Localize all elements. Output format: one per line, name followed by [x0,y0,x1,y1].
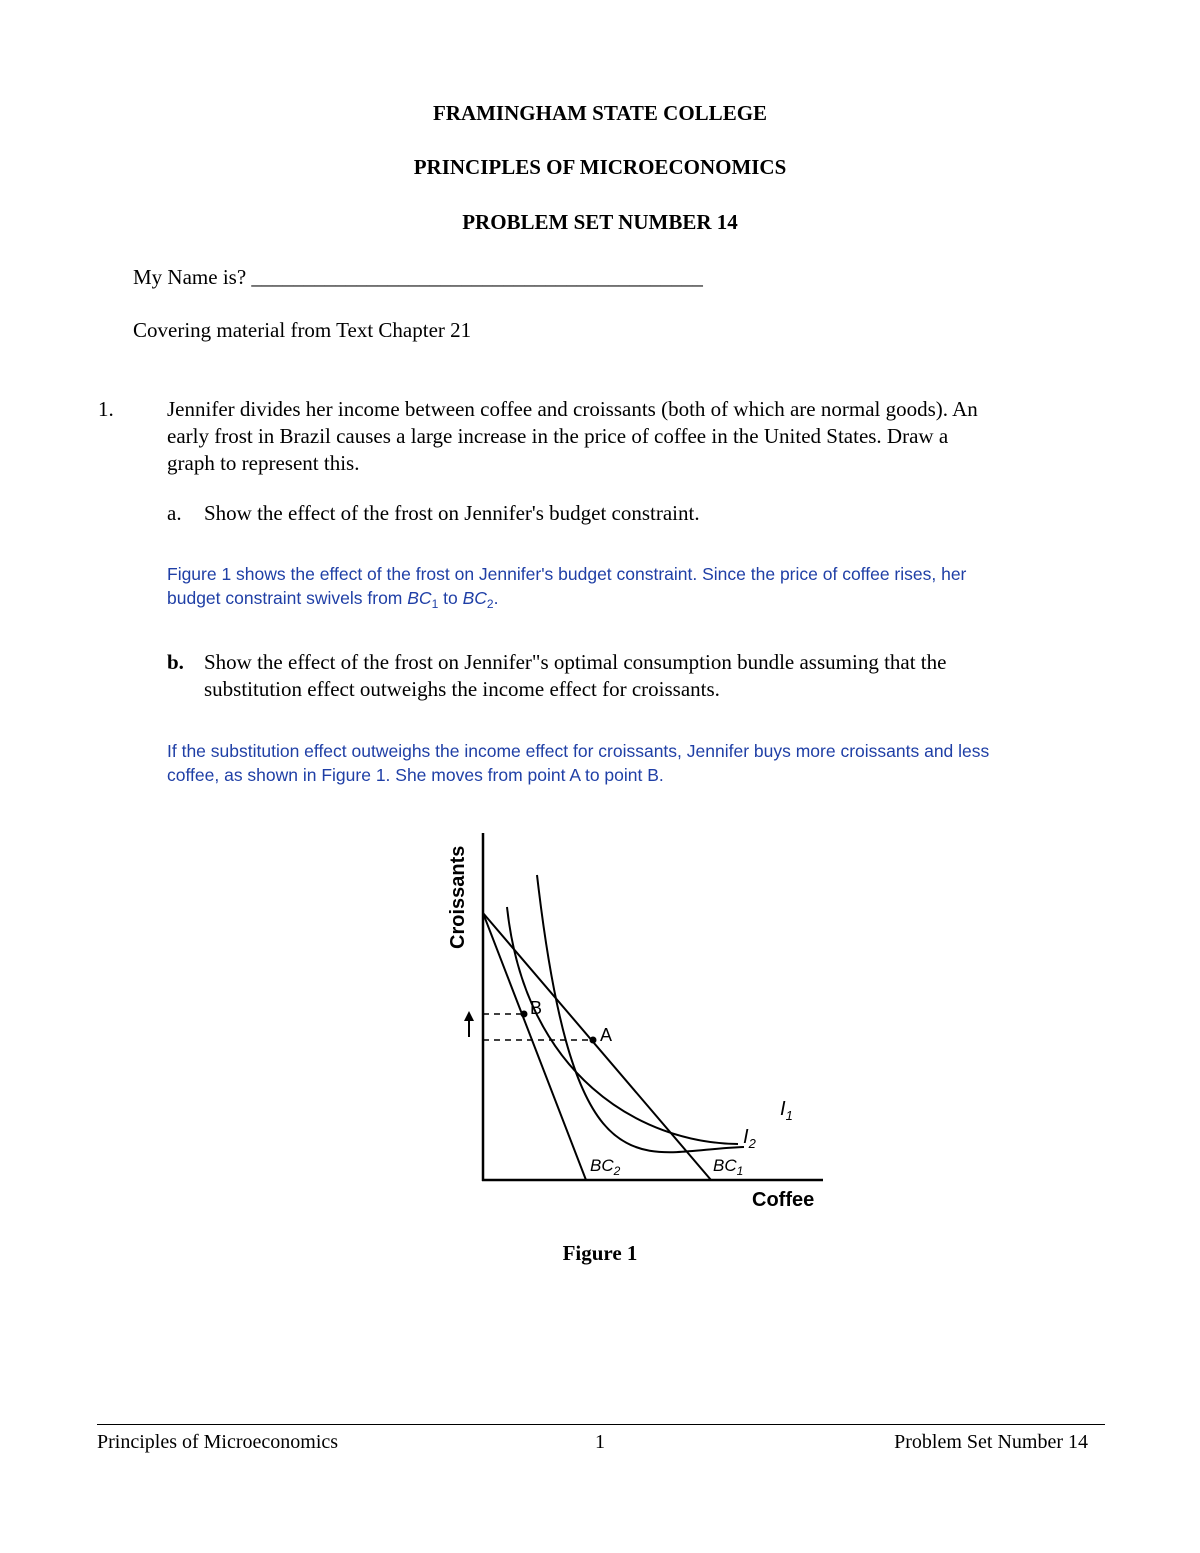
bc-letter: BC [590,1156,614,1175]
footer-right: Problem Set Number 14 [894,1431,1088,1453]
budget-constraint-figure [430,825,840,1210]
problem-set-title: PROBLEM SET NUMBER 14 [462,210,738,234]
name-label: My Name is? [133,265,252,289]
subscript: 1 [736,1164,744,1178]
part-b-question-line-2: substitution effect outweighs the income effect for croissants. [204,677,720,701]
answer-text: budget constraint swivels from [167,588,408,608]
bc-letter: BC [713,1156,737,1175]
question-text-line-3: graph to represent this. [167,451,360,475]
bc1-label [713,1156,743,1178]
part-b-letter: b. [167,650,184,674]
subscript: 2 [486,597,494,611]
bc2-label [590,1156,621,1178]
answer-text: . [493,588,499,608]
point-b-marker [521,1011,528,1018]
budget-constraint-bc2 [483,913,586,1180]
i2-label [743,1126,757,1151]
covering-text: Covering material from Text Chapter 21 [133,318,472,342]
x-axis-label: Coffee [752,1189,815,1210]
i1-label [780,1098,793,1123]
college-title: FRAMINGHAM STATE COLLEGE [432,101,768,125]
part-b-answer-line-1: If the substitution effect outweighs the income effect for croissants, Jennifer buys more croissants and less [167,741,990,761]
part-b-answer-line-2: coffee, as shown in Figure 1. She moves from point A to point B. [167,765,664,785]
point-b-label: B [530,998,543,1018]
bc-label: BC [462,588,487,608]
question-number: 1. [98,397,114,421]
part-a-answer-line-1: Figure 1 shows the effect of the frost on Jennifer's budget constraint. Since the price of coffee rises, her [167,564,967,584]
indifference-curve-i2 [507,907,738,1144]
subscript: 1 [431,597,439,611]
y-axis-label: Croissants [447,845,469,949]
budget-constraint-bc1 [483,913,711,1180]
name-line [133,264,703,291]
part-a-answer-line-2 [167,587,498,616]
part-a-question: Show the effect of the frost on Jennifer's budget constraint. [204,501,700,525]
subscript: 2 [748,1136,756,1151]
question-text-line-1: Jennifer divides her income between coffee and croissants (both of which are normal goods). An [167,397,978,421]
question-text-line-2: early frost in Brazil causes a large increase in the price of coffee in the United States. Draw a [167,424,949,448]
point-a-label: A [600,1025,613,1045]
up-arrow-icon [464,1011,474,1021]
i-letter: I [780,1098,786,1120]
footer-left: Principles of Microeconomics [97,1431,339,1453]
figure-caption: Figure 1 [562,1241,638,1265]
course-title: PRINCIPLES OF MICROECONOMICS [413,155,787,179]
subscript: 1 [785,1108,793,1123]
footer-page-number: 1 [595,1431,605,1453]
footer-rule [97,1424,1105,1425]
part-b-question-line-1: Show the effect of the frost on Jennifer"s optimal consumption bundle assuming that the [204,650,947,674]
answer-text: to [438,588,463,608]
name-blank[interactable]: ___________________________________________ [251,265,703,289]
subscript: 2 [613,1164,621,1178]
part-a-letter: a. [167,501,182,525]
bc-label: BC [407,588,432,608]
i-letter: I [743,1126,749,1148]
point-a-marker [590,1037,597,1044]
